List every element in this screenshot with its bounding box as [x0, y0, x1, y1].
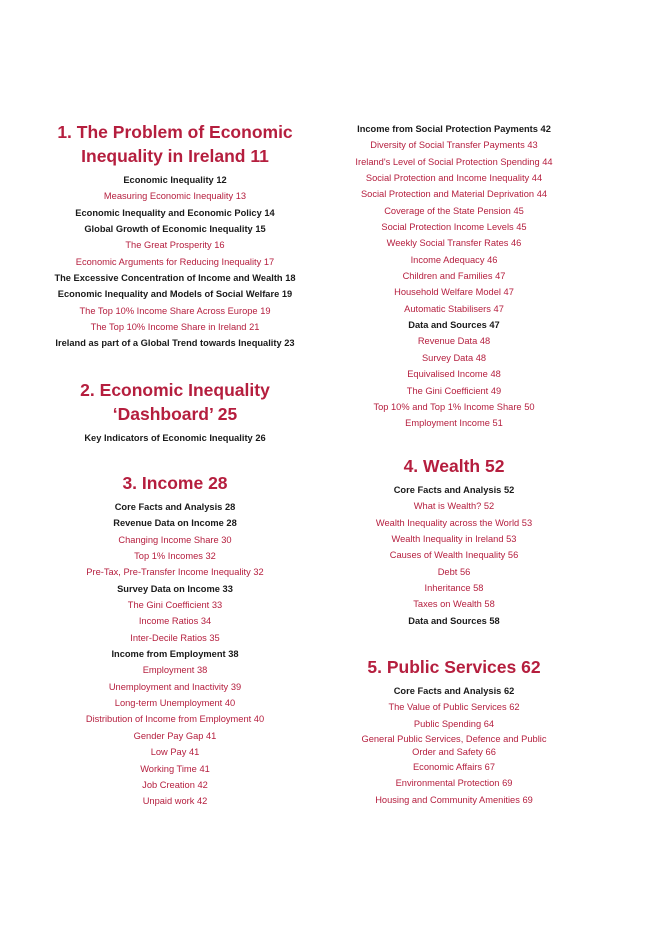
toc-entry[interactable] — [40, 335, 310, 351]
toc-entry-page: 64 — [483, 718, 495, 729]
toc-entry[interactable] — [330, 399, 578, 415]
toc-entry[interactable] — [330, 531, 578, 547]
section-entries — [40, 172, 310, 352]
toc-entry-page: 38 — [228, 649, 239, 660]
toc-entry-page: 52 — [483, 501, 495, 512]
toc-entry-title: Unpaid work — [142, 796, 195, 807]
toc-entry-page: 43 — [527, 140, 538, 151]
section-heading[interactable] — [40, 120, 310, 168]
toc-entry-title: Income Adequacy — [410, 254, 485, 265]
toc-entry-page: 12 — [216, 175, 227, 185]
section-entries — [330, 683, 578, 808]
toc-entry[interactable] — [40, 744, 310, 760]
toc-entry[interactable] — [40, 597, 310, 613]
section-number: 1. — [57, 122, 72, 142]
toc-entry-page: 47 — [503, 287, 514, 298]
toc-section-5 — [330, 655, 578, 808]
toc-entry[interactable] — [330, 547, 578, 563]
toc-entry-title: Top 1% Incomes — [134, 551, 203, 562]
section-entries — [40, 499, 310, 810]
toc-entry[interactable] — [330, 121, 578, 137]
toc-entry-page: 51 — [492, 418, 503, 429]
toc-entry-title: Gender Pay Gap — [133, 730, 204, 741]
toc-section-3 — [40, 471, 310, 810]
toc-entry-page: 34 — [200, 616, 212, 627]
section-page: 62 — [521, 657, 541, 677]
toc-entry-page: 46 — [511, 238, 522, 249]
toc-entry-page: 48 — [490, 369, 501, 380]
toc-entry[interactable] — [330, 235, 578, 251]
toc-entry-title: Wealth Inequality across the World — [375, 517, 520, 528]
toc-entry-page: 58 — [473, 583, 484, 594]
toc-entry[interactable] — [40, 254, 310, 270]
toc-entry[interactable] — [330, 383, 578, 399]
toc-entry-title: Income from Social Protection Payments — [357, 124, 538, 134]
toc-entry[interactable] — [330, 219, 578, 235]
toc-entry[interactable] — [330, 515, 578, 531]
toc-entry[interactable] — [40, 564, 310, 580]
toc-entry[interactable] — [330, 252, 578, 268]
toc-entry-page: 40 — [224, 698, 236, 709]
toc-entry-title: Economic Inequality and Economic Policy — [75, 207, 262, 218]
toc-entry-title: Social Protection and Income Inequality — [365, 173, 530, 184]
toc-entry-title: Social Protection and Material Deprivation — [360, 189, 535, 200]
toc-entry-title: Core Facts and Analysis — [114, 502, 223, 512]
toc-entry-page: 62 — [509, 702, 520, 713]
toc-entry-page: 32 — [205, 551, 216, 562]
toc-entry-title: Income Ratios — [138, 616, 199, 627]
toc-entry-title: Data and Sources — [408, 615, 487, 626]
toc-entry-title: Taxes on Wealth — [413, 599, 482, 610]
toc-entry[interactable] — [40, 711, 310, 727]
toc-entry[interactable] — [330, 284, 578, 300]
toc-entry-page: 66 — [485, 746, 496, 757]
toc-entry-title: Job Creation — [142, 779, 195, 790]
section-heading[interactable] — [330, 655, 578, 679]
toc-entry[interactable] — [330, 415, 578, 431]
toc-entry-title: Survey Data — [421, 352, 474, 363]
toc-entry-page: 42 — [197, 779, 208, 790]
section-title: Economic Inequality ‘Dashboard’ — [99, 380, 270, 424]
toc-entry[interactable] — [40, 270, 310, 286]
toc-entry-page: 52 — [503, 485, 515, 495]
toc-entry-title: The Top 10% Income Share in Ireland — [90, 322, 247, 333]
toc-entry[interactable] — [40, 679, 310, 695]
toc-entry[interactable] — [330, 333, 578, 349]
toc-entry-page: 44 — [542, 156, 553, 167]
section-entries — [330, 121, 578, 432]
section-page: 25 — [217, 404, 238, 424]
toc-entry-page: 17 — [263, 256, 275, 267]
section-page: 52 — [484, 456, 505, 476]
toc-entry-page: 41 — [199, 763, 210, 774]
toc-entry[interactable] — [40, 662, 310, 678]
toc-entry[interactable] — [40, 237, 310, 253]
toc-entry[interactable] — [40, 188, 310, 204]
toc-entry-page: 19 — [260, 305, 271, 316]
toc-entry-title: Ireland's Level of Social Protection Spending — [355, 156, 540, 167]
toc-entry-title: Economic Inequality — [123, 175, 214, 185]
toc-entry-page: 45 — [516, 222, 527, 233]
toc-entry-page: 56 — [507, 550, 519, 561]
toc-entry-page: 13 — [235, 191, 247, 202]
toc-entry-title: Diversity of Social Transfer Payments — [370, 140, 525, 151]
toc-entry-title: Housing and Community Amenities — [375, 794, 520, 805]
section-title: Public Services — [386, 657, 517, 677]
toc-entry-page: 15 — [255, 224, 266, 235]
toc-entry[interactable] — [40, 728, 310, 744]
toc-entry-title: Revenue Data on Income — [113, 518, 224, 529]
toc-entry-title: Low Pay — [150, 747, 187, 758]
toc-entry-page: 44 — [531, 173, 543, 184]
toc-entry-page: 40 — [253, 714, 265, 725]
toc-entry[interactable] — [40, 777, 310, 793]
toc-entry-page: 35 — [209, 632, 220, 643]
toc-entry-title: Pre-Tax, Pre-Transfer Income Inequality — [86, 567, 251, 578]
toc-entry[interactable] — [40, 430, 310, 446]
toc-entry-title: Ireland as part of a Global Trend towards Inequality — [55, 338, 282, 349]
toc-entry[interactable] — [330, 732, 578, 759]
toc-entry-page: 28 — [224, 502, 236, 512]
toc-entry-page: 41 — [188, 747, 200, 758]
toc-entry-page: 67 — [484, 762, 495, 773]
toc-entry-title: Wealth Inequality in Ireland — [391, 534, 504, 545]
toc-entry-page: 45 — [513, 205, 524, 216]
toc-entry-title: Employment — [142, 665, 195, 676]
toc-entry[interactable] — [330, 716, 578, 732]
toc-entry-page: 28 — [226, 518, 237, 529]
section-heading[interactable] — [330, 454, 578, 478]
toc-entry-page: 69 — [502, 778, 513, 789]
toc-entry-title: Data and Sources — [408, 320, 487, 331]
toc-entry[interactable] — [40, 172, 310, 188]
section-heading[interactable] — [40, 378, 310, 426]
toc-entry[interactable] — [330, 170, 578, 186]
toc-entry[interactable] — [40, 581, 310, 597]
section-title: Wealth — [423, 456, 481, 476]
toc-entry-title: Equivalised Income — [407, 369, 488, 380]
section-number: 5. — [367, 657, 382, 677]
toc-entry-page: 56 — [459, 566, 471, 577]
toc-entry-title: Social Protection Income Levels — [381, 222, 514, 233]
toc-entry[interactable] — [330, 137, 578, 153]
toc-entry-title: Employment Income — [405, 418, 490, 429]
toc-entry-title: Environmental Protection — [395, 778, 500, 789]
toc-entry[interactable] — [330, 775, 578, 791]
toc-entry-title: Global Growth of Economic Inequality — [84, 224, 253, 235]
toc-entry-title: Distribution of Income from Employment — [85, 714, 252, 725]
toc-entry-title: Debt — [437, 566, 458, 577]
section-number: 4. — [403, 456, 419, 476]
toc-entry-page: 42 — [540, 124, 551, 134]
toc-entry-page: 33 — [211, 600, 223, 611]
toc-entry-title: Automatic Stabilisers — [404, 303, 491, 314]
toc-entry-title: Children and Families — [402, 271, 493, 282]
toc-entry[interactable] — [40, 793, 310, 809]
toc-entry[interactable] — [40, 286, 310, 302]
toc-entry-page: 50 — [524, 401, 535, 412]
section-number: 2. — [80, 380, 95, 400]
toc-entry-title: Top 10% and Top 1% Income Share — [373, 401, 522, 412]
toc-entry-title: Unemployment and Inactivity — [108, 681, 229, 692]
toc-entry-page: 62 — [503, 686, 515, 696]
toc-entry-title: General Public Services, Defence and Public Order and Safety — [361, 734, 547, 757]
section-title: The Problem of Economic Inequality in Ireland — [76, 122, 293, 166]
toc-entry-title: Core Facts and Analysis — [393, 485, 502, 495]
toc-entry-title: Inter-Decile Ratios — [130, 632, 207, 643]
toc-entry-page: 23 — [284, 338, 295, 349]
toc-entry-page: 18 — [285, 273, 296, 284]
toc-entry-page: 69 — [522, 794, 533, 805]
toc-entry-title: Public Spending — [413, 718, 482, 729]
toc-entry[interactable] — [330, 564, 578, 580]
toc-entry-page: 26 — [255, 433, 266, 443]
toc-entry-title: The Great Prosperity — [125, 240, 212, 251]
section-heading[interactable] — [40, 471, 310, 495]
toc-entry[interactable] — [40, 303, 310, 319]
toc-entry[interactable] — [330, 699, 578, 715]
toc-entry-title: Changing Income Share — [118, 534, 219, 545]
toc-entry[interactable] — [330, 596, 578, 612]
toc-entry-page: 19 — [281, 289, 293, 300]
toc-entry-page: 30 — [221, 534, 232, 545]
toc-entry-page: 49 — [490, 385, 502, 396]
toc-entry-title: Coverage of the State Pension — [384, 205, 511, 216]
section-entries — [330, 482, 578, 629]
toc-entry-title: Household Welfare Model — [394, 287, 501, 298]
toc-entry-title: Weekly Social Transfer Rates — [386, 238, 509, 249]
toc-entry[interactable] — [40, 515, 310, 531]
section-page: 28 — [208, 473, 228, 493]
toc-entry[interactable] — [40, 695, 310, 711]
toc-entry[interactable] — [330, 350, 578, 366]
section-title: Income — [141, 473, 204, 493]
toc-entry-page: 53 — [521, 517, 533, 528]
toc-entry[interactable] — [330, 613, 578, 629]
toc-entry-title: Survey Data on Income — [117, 583, 220, 594]
toc-entry-page: 39 — [230, 681, 242, 692]
toc-entry-title: Inheritance — [424, 583, 471, 594]
toc-entry[interactable] — [330, 580, 578, 596]
toc-entry[interactable] — [40, 205, 310, 221]
toc-entry-page: 46 — [487, 254, 498, 265]
toc-entry-page: 44 — [536, 189, 548, 200]
toc-entry[interactable] — [40, 630, 310, 646]
toc-entry[interactable] — [40, 646, 310, 662]
toc-entry[interactable] — [40, 499, 310, 515]
toc-entry-page: 32 — [253, 567, 264, 578]
toc-entry[interactable] — [330, 759, 578, 775]
toc-entry[interactable] — [330, 203, 578, 219]
toc-entry-title: Economic Inequality and Models of Social Welfare — [57, 289, 280, 300]
toc-entry-title: Economic Arguments for Reducing Inequality — [75, 256, 262, 267]
toc-section-2 — [40, 378, 310, 446]
toc-entry-title: Income from Employment — [111, 649, 226, 660]
toc-entry-title: The Gini Coefficient — [127, 600, 210, 611]
toc-entry-page: 38 — [196, 665, 208, 676]
toc-entry[interactable] — [330, 186, 578, 202]
toc-entry-title: Key Indicators of Economic Inequality — [84, 433, 253, 443]
toc-entry-page: 33 — [222, 583, 233, 594]
toc-entry-page: 21 — [249, 322, 260, 333]
toc-entry-title: Revenue Data — [417, 336, 478, 347]
toc-entry[interactable] — [330, 683, 578, 699]
toc-entry-page: 42 — [196, 796, 208, 807]
toc-entry[interactable] — [40, 548, 310, 564]
toc-entry-page: 53 — [506, 534, 517, 545]
toc-entry[interactable] — [40, 532, 310, 548]
toc-entry-page: 41 — [206, 730, 217, 741]
toc-entry[interactable] — [40, 761, 310, 777]
toc-entry-title: The Excessive Concentration of Income and Wealth — [54, 273, 283, 284]
section-entries — [40, 430, 310, 446]
toc-entry-page: 47 — [493, 303, 504, 314]
toc-entry[interactable] — [40, 221, 310, 237]
toc-entry[interactable] — [330, 154, 578, 170]
toc-entry[interactable] — [330, 792, 578, 808]
toc-entry[interactable] — [40, 613, 310, 629]
toc-entry-title: Working Time — [140, 763, 197, 774]
toc-entry-page: 16 — [214, 240, 225, 251]
toc-entry-page: 47 — [495, 271, 506, 282]
toc-entry-page: 47 — [489, 320, 500, 331]
toc-entry[interactable] — [330, 366, 578, 382]
toc-entry-page: 48 — [479, 336, 491, 347]
toc-entry[interactable] — [330, 482, 578, 498]
toc-section-4 — [330, 454, 578, 629]
toc-entry[interactable] — [330, 268, 578, 284]
toc-entry-title: The Value of Public Services — [388, 702, 507, 713]
toc-entry-title: Long-term Unemployment — [114, 698, 223, 709]
toc-section-3-continued — [330, 121, 578, 432]
toc-entry-page: 58 — [489, 615, 500, 626]
toc-entry-page: 14 — [264, 207, 275, 218]
toc-entry[interactable] — [330, 301, 578, 317]
toc-entry-page: 58 — [484, 599, 495, 610]
toc-entry[interactable] — [40, 319, 310, 335]
toc-entry-title: The Gini Coefficient — [406, 385, 489, 396]
toc-entry[interactable] — [330, 317, 578, 333]
toc-entry[interactable] — [330, 498, 578, 514]
toc-entry-title: Core Facts and Analysis — [393, 686, 502, 696]
section-page: 11 — [250, 146, 269, 166]
toc-entry-title: What is Wealth? — [413, 501, 482, 512]
toc-entry-title: The Top 10% Income Share Across Europe — [79, 305, 258, 316]
toc-entry-title: Measuring Economic Inequality — [103, 191, 234, 202]
toc-entry-page: 48 — [475, 352, 487, 363]
toc-entry-title: Causes of Wealth Inequality — [389, 550, 506, 561]
section-number: 3. — [122, 473, 138, 493]
toc-section-1 — [40, 120, 310, 352]
toc-entry-title: Economic Affairs — [412, 762, 483, 773]
